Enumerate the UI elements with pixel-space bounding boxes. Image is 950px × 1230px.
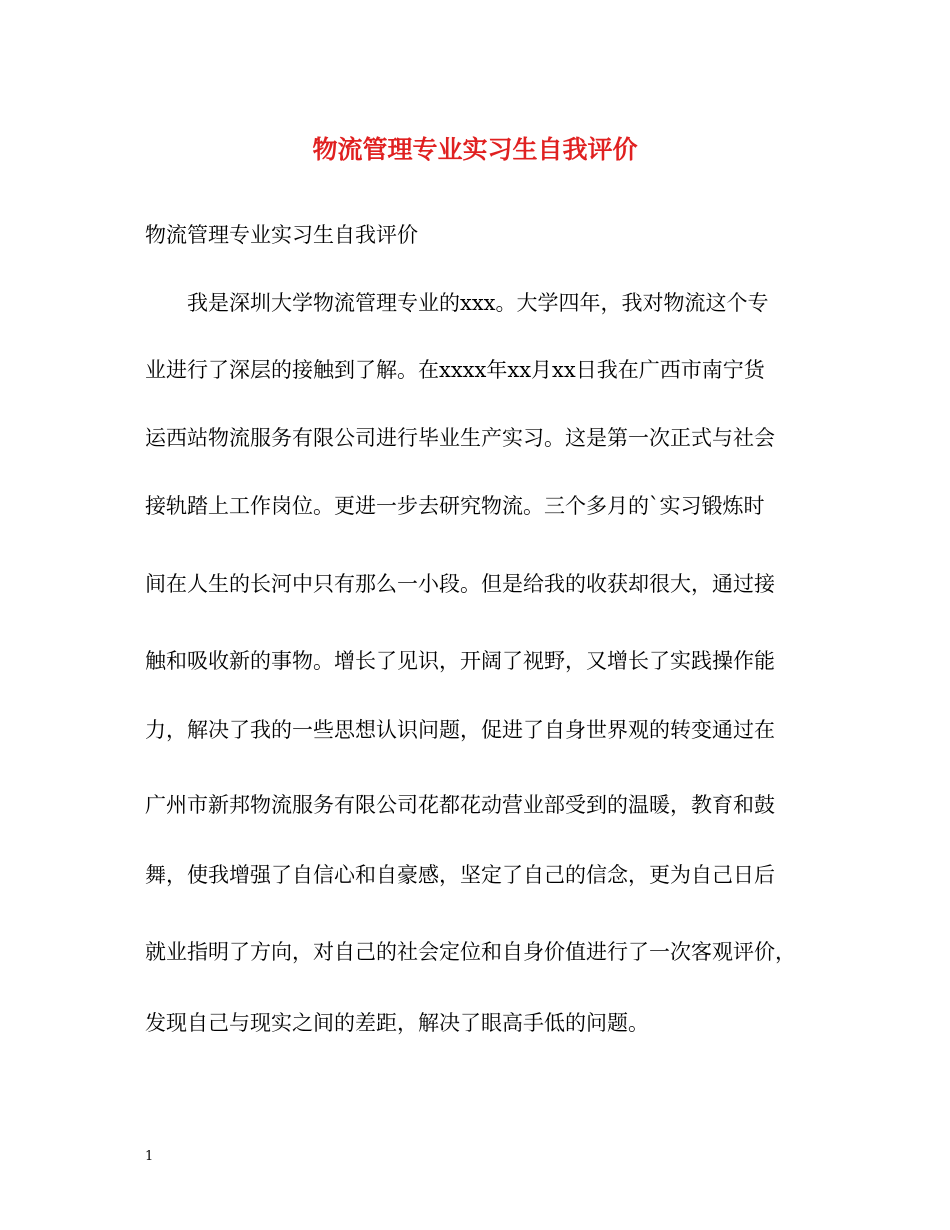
paragraph-line: 舞，使我增强了自信心和自豪感，坚定了自己的信念，更为自己日后 [145,863,775,887]
paragraph-line: 广州市新邦物流服务有限公司花都花动营业部受到的温暖，教育和鼓 [145,793,775,817]
paragraph-line: 间在人生的长河中只有那么一小段。但是给我的收获却很大，通过接 [145,572,775,596]
paragraph-line: 运西站物流服务有限公司进行毕业生产实习。这是第一次正式与社会 [145,426,775,450]
document-subtitle: 物流管理专业实习生自我评价 [145,223,418,247]
paragraph-line: 我是深圳大学物流管理专业的xxx。大学四年，我对物流这个专 [145,291,769,315]
paragraph-line: 业进行了深层的接触到了解。在xxxx年xx月xx日我在广西市南宁货 [145,358,765,382]
paragraph-line: 接轨踏上工作岗位。更进一步去研究物流。三个多月的`实习锻炼时 [145,494,765,518]
paragraph-line: 触和吸收新的事物。增长了见识，开阔了视野，又增长了实践操作能 [145,649,775,673]
page-number: 1 [145,1149,154,1164]
paragraph-line: 就业指明了方向，对自己的社会定位和自身价值进行了一次客观评价， [145,940,796,964]
paragraph-line: 力，解决了我的一些思想认识问题，促进了自身世界观的转变通过在 [145,718,775,742]
document-title: 物流管理专业实习生自我评价 [312,135,638,164]
paragraph-line: 发现自己与现实之间的差距，解决了眼高手低的问题。 [145,1011,649,1035]
